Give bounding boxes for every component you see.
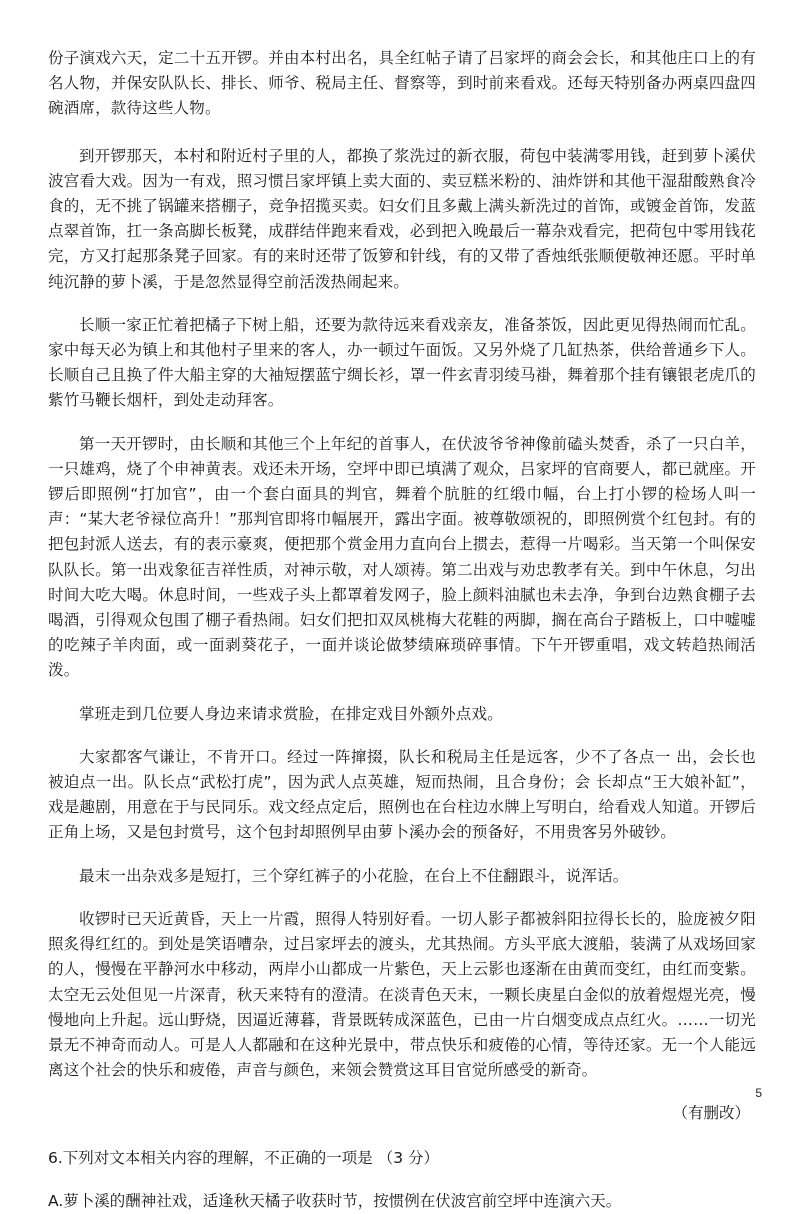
paragraph-3: 长顺一家正忙着把橘子下树上船，还要为款待远来看戏亲友，准备茶饭，因此更见得热闹而忙乱。家中每天必为镇上和其他村子里来的客人，办一顿过午面饭。又另外烧了几缸热茶，供给普通乡下人。长顺自己且换了件大船主穿的大袖短摆蓝宁绸长衫，罩一件玄青羽绫马褂，舞着那个挂有镶银老虎爪的紫竹马鞭长烟杆，到处走动拜客。 [48,315,756,410]
paragraph-4: 第一天开锣时，由长顺和其他三个上年纪的首事人，在伏波爷爷神像前磕头焚香，杀了一只白羊，一只雄鸡，烧了个申神黄表。戏还未开场，空坪中即已填满了观众，吕家坪的官商要人，都已就座。开锣后即照例“打加官”，由一个套白面具的判官，舞着个肮脏的红缎巾幅，台上打小锣的检场人叫一声：“某大老爷禄位高升！”那判官即将巾幅展开，露出字面。被尊敬颂祝的，即照例赏个红包封。有的把包封派人送去，有的表示豪爽，便把那个赏金用力直向台上掼去，惹得一片喝彩。当天第一个叫保安队队长。第一出戏象征吉祥性质，对神示敬，对人颂祷。第二出戏与劝忠教孝有关。到中午休息，匀出时间大吃大喝。休息时间，一些戏子头上都罩着发网子，脸上颜料油腻也未去净，争到台边熟食棚子去喝酒，引得观众包围了棚子看热闹。妇女们把扣双凤桃梅大花鞋的两脚，搁在高台子踏板上，口中嘘嘘的吃辣子羊肉面，或一面剥葵花子，一面并谈论做梦绩麻琐碎事情。下午开锣重唱，戏文转趋热闹活泼。 [48,434,756,680]
document-body [48,46,756,1214]
paragraph-7: 最末一出杂戏多是短打，三个穿红裤子的小花脸，在台上不住翻跟斗，说浑话。 [79,866,629,885]
option-a: A.萝卜溪的酬神社戏，适逢秋天橘子收获时节，按惯例在伏波宫前空坪中连演六天。 [48,1192,622,1211]
paragraph-1: 份子演戏六天，定二十五开锣。并由本村出名，具全红帖子请了吕家坪的商会会长，和其他庄口上的有名人物，并保安队队长、排长、师爷、税局主任、督察等，到时前来看戏。还每天特别备办两桌四盘四碗酒席，款待这些人物。 [48,49,756,118]
question-6: 6.下列对文本相关内容的理解，不正确的一项是 （3 分） [48,1149,440,1168]
page-number: 5 [755,1086,762,1100]
paragraph-5: 掌班走到几位要人身边来请求赏脸，在排定戏目外额外点戏。 [79,704,503,723]
paragraph-6: 大家都客气谦让，不肯开口。经过一阵撺掇，队长和税局主任是远客，少不了各点一 出，会长也被迫点一出。队长点“武松打虎”，因为武人点英雄，短而热闹，且合身份；会 长却点“王大娘补缸”，戏是趣剧，用意在于与民同乐。戏文经点定后，照例也在台柱边水牌上写明白，给看戏人知道。开锣后正角上场，又是包封赏号，这个包封却照例早由萝卜溪办会的预备好，不用贵客另外破钞。 [48,747,756,842]
paragraph-8: 收锣时已天近黄昏，天上一片霞，照得人特别好看。一切人影子都被斜阳拉得长长的，脸庞被夕阳照炙得红红的。到处是笑语嘈杂，过吕家坪去的渡头，尤其热闹。方头平底大渡船，装满了从戏场回家的人，慢慢在平静河水中移动，两岸小山都成一片紫色，天上云影也逐渐在由黄而变红，由红而变紫。太空无云处但见一片深青，秋天来特有的澄清。在淡青色天末，一颗长庚星白金似的放着煜煜光亮，慢慢地向上升起。远山野烧，因逼近薄暮，背景既转成深蓝色，已由一片白烟变成点点红火。……一切光景无不神奇而动人。可是人人都融和在这种光景中，带点快乐和疲倦的心情，等待还家。无一个人能远离这个社会的快乐和疲倦，声音与颜色，来领会赞赏这耳目官觉所感受的新奇。 [48,909,756,1080]
source-note: （有删改） [672,1104,750,1123]
paragraph-2: 到开锣那天，本村和附近村子里的人，都换了浆洗过的新衣服，荷包中装满零用钱，赶到萝卜溪伏波宫看大戏。因为一有戏，照习惯吕家坪镇上卖大面的、卖豆糕米粉的、油炸饼和其他干湿甜酸熟食冷食的，无不挑了锅罐来搭棚子，竞争招揽买卖。妇女们且多戴上满头新洗过的首饰，或镀金首饰，发蓝点翠首饰，扛一条高脚长板凳，成群结伴跑来看戏，必到把入晚最后一幕杂戏看完，把荷包中零用钱花完，方又打起那条凳子回家。有的来时还带了饭箩和针线，有的又带了香烛纸张顺便敬神还愿。平时单纯沉静的萝卜溪，于是忽然显得空前活泼热闹起来。 [48,146,756,291]
